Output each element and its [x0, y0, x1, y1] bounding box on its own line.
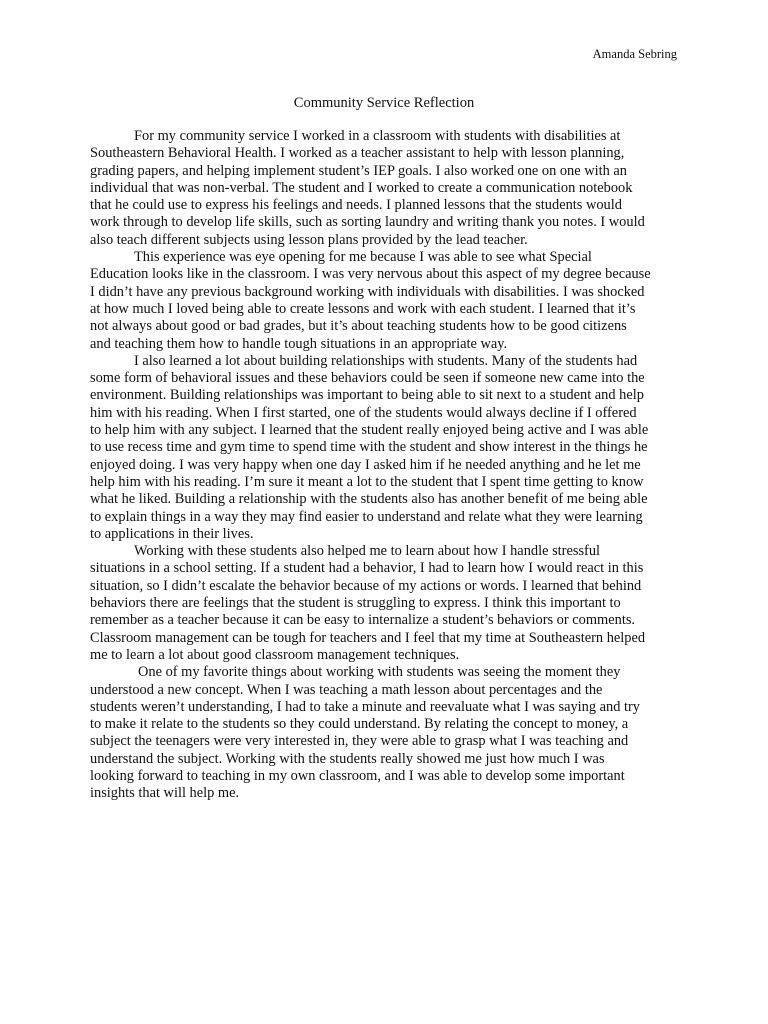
text-line: One of my favorite things about working with students was seeing the moment they	[138, 664, 621, 681]
text-line: remember as a teacher because it can be easy to internalize a student’s behaviors or comments.	[90, 612, 636, 629]
text-line: me to learn a lot about good classroom management techniques.	[90, 646, 460, 663]
text-line: some form of behavioral issues and these behaviors could be seen if someone new came into the	[90, 370, 645, 387]
text-line: insights that will help me.	[90, 785, 240, 802]
text-line: enjoyed doing. I was very happy when one day I asked him if he needed anything and he let me	[90, 456, 641, 473]
text-line: and teaching them how to handle tough situations in an appropriate way.	[90, 335, 508, 352]
document-body	[90, 128, 690, 803]
text-line: to use recess time and gym time to spend time with the student and show interest in the things he	[90, 439, 648, 456]
text-line: help him with his reading. I’m sure it meant a lot to the student that I spent time getting to know	[90, 473, 644, 490]
text-line: I didn’t have any previous background working with individuals with disabilities. I was shocked	[90, 283, 645, 300]
text-line: I also learned a lot about building relationships with students. Many of the students had	[134, 352, 638, 369]
text-line: Southeastern Behavioral Health. I worked as a teacher assistant to help with lesson planning,	[90, 145, 625, 162]
text-line: him with his reading. When I first started, one of the students would always decline if I offered	[90, 404, 637, 421]
text-line: individual that was non-verbal. The student and I worked to create a communication notebook	[90, 179, 633, 196]
text-line: environment. Building relationships was important to being able to sit next to a student and help	[90, 387, 644, 404]
text-line: grading papers, and helping implement student’s IEP goals. I also worked one on one with an	[90, 162, 628, 179]
text-line: students weren’t understanding, I had to take a minute and reevaluate what I was saying and try	[90, 698, 641, 715]
text-line: subject the teenagers were very interested in, they were able to grasp what I was teaching and	[90, 733, 629, 750]
text-line: at how much I loved being able to create lessons and work with each student. I learned that it’s	[90, 300, 636, 317]
author-name: Amanda Sebring	[592, 47, 677, 61]
text-line: what he liked. Building a relationship with the students also has another benefit of me being able	[90, 491, 648, 508]
text-line: For my community service I worked in a classroom with students with disabilities at	[134, 128, 621, 144]
text-line: to make it relate to the students so they could understand. By relating the concept to money, a	[90, 716, 629, 733]
text-line: Classroom management can be tough for teachers and I feel that my time at Southeastern helped	[90, 629, 646, 646]
text-line: to applications in their lives.	[90, 525, 254, 542]
document-title: Community Service Reflection	[293, 95, 475, 111]
text-line: This experience was eye opening for me because I was able to see what Special	[134, 249, 592, 266]
text-line: situations in a school setting. If a student had a behavior, I had to learn how I would react in this	[90, 560, 644, 577]
text-line: to help him with any subject. I learned that the student really enjoyed being active and I was able	[90, 422, 649, 439]
text-line: behaviors there are feelings that the student is struggling to express. I think this important to	[90, 595, 621, 612]
text-line: Working with these students also helped me to learn about how I handle stressful	[134, 543, 601, 560]
text-line: work through to develop life skills, such as sorting laundry and writing thank you notes. I would	[90, 214, 645, 231]
text-line: looking forward to teaching in my own classroom, and I was able to develop some important	[90, 767, 625, 784]
text-line: that he could use to express his feelings and needs. I planned lessons that the students would	[90, 197, 622, 214]
text-line: situation, so I didn’t escalate the behavior because of my actions or words. I learned that behind	[90, 577, 642, 594]
text-line: Education looks like in the classroom. I was very nervous about this aspect of my degree because	[90, 266, 651, 283]
text-line: also teach different subjects using lesson plans provided by the lead teacher.	[90, 231, 528, 248]
text-line: to explain things in a way they may find easier to understand and relate what they were learning	[90, 508, 643, 525]
text-line: understand the subject. Working with the students really showed me just how much I was	[90, 750, 605, 767]
text-line: understood a new concept. When I was teaching a math lesson about percentages and the	[90, 681, 603, 698]
text-line: not always about good or bad grades, but it’s about teaching students how to be good citizens	[90, 318, 627, 335]
